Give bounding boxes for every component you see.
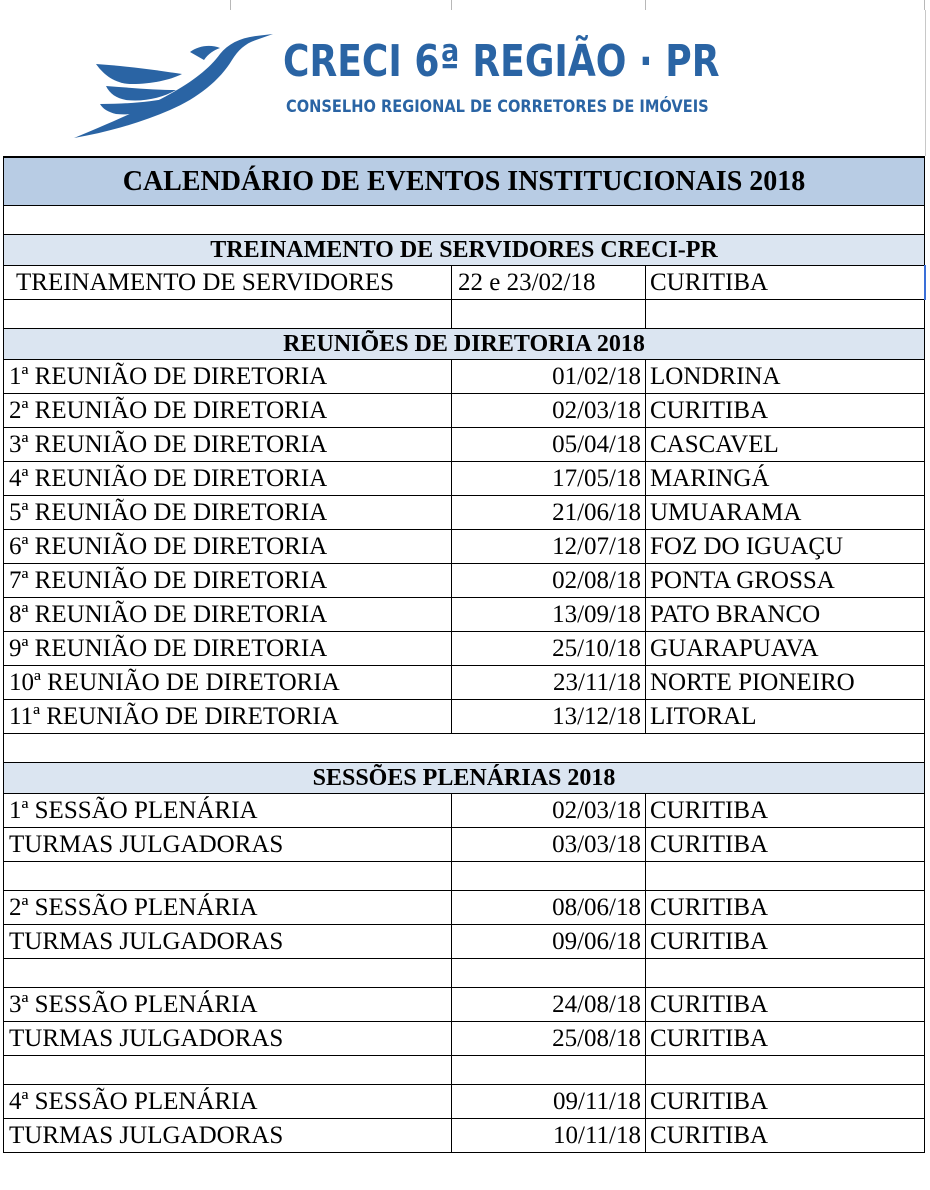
- plenary-row: [4, 1119, 925, 1153]
- section-row-plenaries: [4, 763, 925, 794]
- meeting-row: [4, 496, 925, 530]
- date-cell[interactable]: 02/08/18: [452, 564, 646, 598]
- plenary-row: [4, 828, 925, 862]
- city-cell[interactable]: PONTA GROSSA: [646, 564, 925, 598]
- city-cell[interactable]: LITORAL: [646, 700, 925, 734]
- blank-cell[interactable]: [452, 862, 646, 891]
- meeting-row: [4, 666, 925, 700]
- city-cell[interactable]: CURITIBA: [646, 988, 925, 1022]
- section-heading-plenaries[interactable]: SESSÕES PLENÁRIAS 2018: [4, 763, 925, 794]
- city-cell[interactable]: CURITIBA: [646, 925, 925, 959]
- logo-header: [0, 10, 930, 156]
- city-cell[interactable]: NORTE PIONEIRO: [646, 666, 925, 700]
- date-cell[interactable]: 13/12/18: [452, 700, 646, 734]
- blank-cell[interactable]: [646, 1056, 925, 1085]
- city-cell[interactable]: CURITIBA: [646, 266, 925, 300]
- blank-cell[interactable]: [4, 1056, 452, 1085]
- plenary-row: [4, 1022, 925, 1056]
- city-cell[interactable]: CURITIBA: [646, 828, 925, 862]
- meeting-row: [4, 394, 925, 428]
- date-cell[interactable]: 02/03/18: [452, 394, 646, 428]
- city-cell[interactable]: CURITIBA: [646, 1085, 925, 1119]
- city-cell[interactable]: CURITIBA: [646, 891, 925, 925]
- meeting-row: [4, 564, 925, 598]
- event-cell[interactable]: 4ª SESSÃO PLENÁRIA: [4, 1085, 452, 1119]
- date-cell[interactable]: 25/10/18: [452, 632, 646, 666]
- date-cell[interactable]: 13/09/18: [452, 598, 646, 632]
- date-cell[interactable]: 09/06/18: [452, 925, 646, 959]
- city-cell[interactable]: CURITIBA: [646, 1022, 925, 1056]
- blank-row: [4, 300, 925, 329]
- date-cell[interactable]: 09/11/18: [452, 1085, 646, 1119]
- event-cell[interactable]: 2ª REUNIÃO DE DIRETORIA: [4, 394, 452, 428]
- city-cell[interactable]: CURITIBA: [646, 794, 925, 828]
- city-cell[interactable]: PATO BRANCO: [646, 598, 925, 632]
- event-cell[interactable]: TURMAS JULGADORAS: [4, 925, 452, 959]
- date-cell[interactable]: 22 e 23/02/18: [452, 266, 646, 300]
- date-cell[interactable]: 05/04/18: [452, 428, 646, 462]
- blank-cell[interactable]: [4, 734, 925, 763]
- brand-title: CRECI 6ª REGIÃO · PR: [283, 36, 720, 87]
- blank-cell[interactable]: [4, 959, 452, 988]
- meeting-row: [4, 598, 925, 632]
- blank-cell[interactable]: [452, 959, 646, 988]
- events-calendar-table: [3, 156, 926, 1153]
- date-cell[interactable]: 01/02/18: [452, 360, 646, 394]
- date-cell[interactable]: 03/03/18: [452, 828, 646, 862]
- title-row: [4, 157, 925, 206]
- event-cell[interactable]: 8ª REUNIÃO DE DIRETORIA: [4, 598, 452, 632]
- city-cell[interactable]: UMUARAMA: [646, 496, 925, 530]
- event-cell[interactable]: 2ª SESSÃO PLENÁRIA: [4, 891, 452, 925]
- section-row-meetings: [4, 329, 925, 360]
- meeting-row: [4, 530, 925, 564]
- city-cell[interactable]: FOZ DO IGUAÇU: [646, 530, 925, 564]
- blank-cell[interactable]: [646, 300, 925, 329]
- blank-row: [4, 206, 925, 235]
- gridline: [925, 10, 926, 156]
- event-cell[interactable]: TURMAS JULGADORAS: [4, 1119, 452, 1153]
- blank-cell[interactable]: [4, 206, 925, 235]
- event-cell[interactable]: 3ª REUNIÃO DE DIRETORIA: [4, 428, 452, 462]
- brand-subtitle: CONSELHO REGIONAL DE CORRETORES DE IMÓVEIS: [286, 97, 709, 117]
- event-cell[interactable]: TURMAS JULGADORAS: [4, 828, 452, 862]
- event-cell[interactable]: TREINAMENTO DE SERVIDORES: [4, 266, 452, 300]
- blank-row: [4, 1056, 925, 1085]
- city-cell[interactable]: CASCAVEL: [646, 428, 925, 462]
- blank-cell[interactable]: [646, 959, 925, 988]
- section-heading-meetings[interactable]: REUNIÕES DE DIRETORIA 2018: [4, 329, 925, 360]
- date-cell[interactable]: 12/07/18: [452, 530, 646, 564]
- date-cell[interactable]: 17/05/18: [452, 462, 646, 496]
- blank-cell[interactable]: [4, 862, 452, 891]
- event-cell[interactable]: 7ª REUNIÃO DE DIRETORIA: [4, 564, 452, 598]
- hummingbird-logo-icon: [70, 28, 275, 140]
- plenary-row: [4, 891, 925, 925]
- city-cell[interactable]: CURITIBA: [646, 394, 925, 428]
- section-row-training: [4, 235, 925, 266]
- event-cell[interactable]: 3ª SESSÃO PLENÁRIA: [4, 988, 452, 1022]
- sheet-title[interactable]: CALENDÁRIO DE EVENTOS INSTITUCIONAIS 2018: [4, 157, 925, 206]
- meeting-row: [4, 700, 925, 734]
- blank-row: [4, 959, 925, 988]
- city-cell[interactable]: GUARAPUAVA: [646, 632, 925, 666]
- date-cell[interactable]: 10/11/18: [452, 1119, 646, 1153]
- date-cell[interactable]: 23/11/18: [452, 666, 646, 700]
- blank-cell[interactable]: [452, 300, 646, 329]
- meeting-row: [4, 632, 925, 666]
- event-cell[interactable]: 10ª REUNIÃO DE DIRETORIA: [4, 666, 452, 700]
- event-cell[interactable]: 11ª REUNIÃO DE DIRETORIA: [4, 700, 452, 734]
- plenary-row: [4, 988, 925, 1022]
- date-cell[interactable]: 08/06/18: [452, 891, 646, 925]
- column-gridlines: [0, 0, 930, 10]
- city-cell[interactable]: MARINGÁ: [646, 462, 925, 496]
- blank-cell[interactable]: [4, 300, 452, 329]
- date-cell[interactable]: 21/06/18: [452, 496, 646, 530]
- event-cell[interactable]: TURMAS JULGADORAS: [4, 1022, 452, 1056]
- city-cell[interactable]: CURITIBA: [646, 1119, 925, 1153]
- date-cell[interactable]: 24/08/18: [452, 988, 646, 1022]
- plenary-row: [4, 794, 925, 828]
- meeting-row: [4, 360, 925, 394]
- date-cell[interactable]: 02/03/18: [452, 794, 646, 828]
- plenary-row: [4, 1085, 925, 1119]
- section-heading-training[interactable]: TREINAMENTO DE SERVIDORES CRECI-PR: [4, 235, 925, 266]
- plenary-row: [4, 925, 925, 959]
- event-cell[interactable]: 6ª REUNIÃO DE DIRETORIA: [4, 530, 452, 564]
- blank-row: [4, 734, 925, 763]
- blank-row: [4, 862, 925, 891]
- event-cell[interactable]: 4ª REUNIÃO DE DIRETORIA: [4, 462, 452, 496]
- blank-cell[interactable]: [646, 862, 925, 891]
- blank-cell[interactable]: [452, 1056, 646, 1085]
- event-cell[interactable]: 1ª SESSÃO PLENÁRIA: [4, 794, 452, 828]
- event-cell[interactable]: 1ª REUNIÃO DE DIRETORIA: [4, 360, 452, 394]
- training-row: [4, 266, 925, 300]
- meeting-row: [4, 462, 925, 496]
- event-cell[interactable]: 5ª REUNIÃO DE DIRETORIA: [4, 496, 452, 530]
- city-cell[interactable]: LONDRINA: [646, 360, 925, 394]
- date-cell[interactable]: 25/08/18: [452, 1022, 646, 1056]
- event-cell[interactable]: 9ª REUNIÃO DE DIRETORIA: [4, 632, 452, 666]
- meeting-row: [4, 428, 925, 462]
